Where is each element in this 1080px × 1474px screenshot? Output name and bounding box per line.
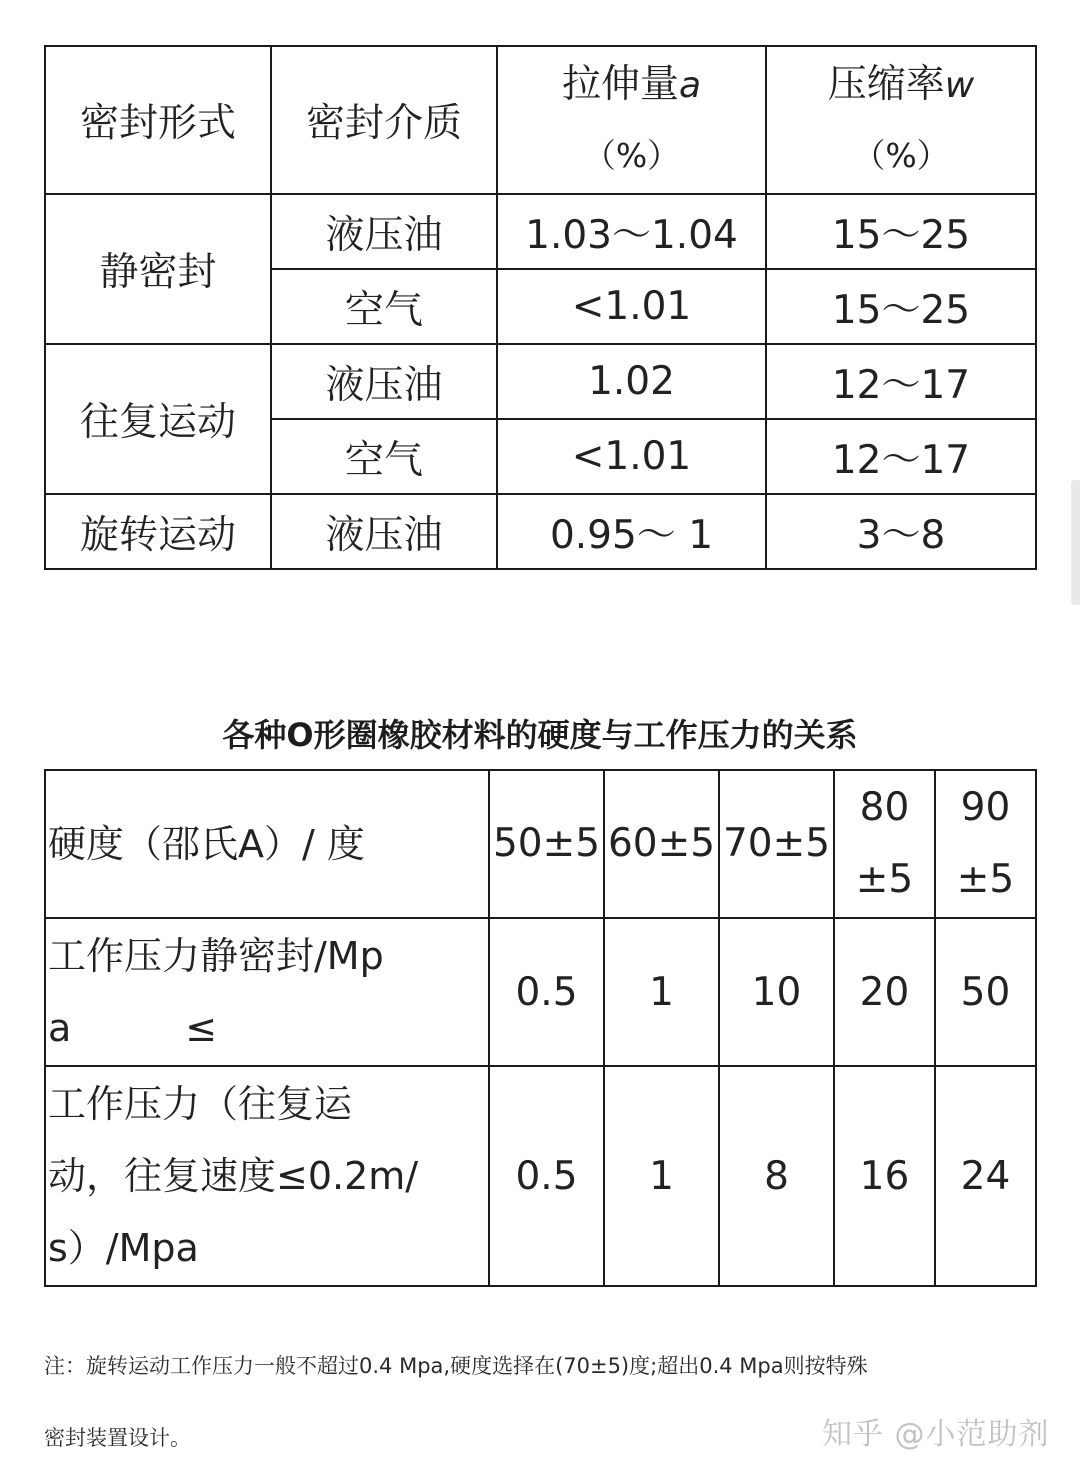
table-row-hardness bbox=[45, 770, 1036, 918]
static-pressure-cell: 20 bbox=[834, 918, 935, 1066]
reciprocating-pressure-cell: 8 bbox=[719, 1066, 834, 1286]
medium-cell: 空气 bbox=[271, 419, 497, 494]
table-row bbox=[45, 494, 1036, 569]
medium-cell: 液压油 bbox=[271, 194, 497, 269]
compression-cell: 12～17 bbox=[766, 419, 1036, 494]
medium-cell: 液压油 bbox=[271, 344, 497, 419]
footnote-line: 注：旋转运动工作压力一般不超过0.4 Mpa,硬度选择在(70±5)度;超出0.4 Mpa则按特殊 bbox=[44, 1354, 868, 1378]
stretch-cell: 1.02 bbox=[497, 344, 766, 419]
stretch-cell: 1.03～1.04 bbox=[497, 194, 766, 269]
table-row bbox=[45, 344, 1036, 419]
seal-stretch-compression-table bbox=[44, 45, 1037, 570]
seal-form-cell: 旋转运动 bbox=[45, 494, 271, 569]
seal-form-cell: 往复运动 bbox=[45, 344, 271, 494]
hardness-cell: 70±5 bbox=[719, 770, 834, 918]
table-row-static-pressure bbox=[45, 918, 1036, 1066]
static-pressure-label: 工作压力静密封/Mp a ≤ bbox=[45, 918, 489, 1066]
hardness-label: 硬度（邵氏A）/ 度 bbox=[45, 770, 489, 918]
medium-cell: 液压油 bbox=[271, 494, 497, 569]
stretch-cell: <1.01 bbox=[497, 269, 766, 344]
table-row-reciprocating-pressure bbox=[45, 1066, 1036, 1286]
hardness-cell: 60±5 bbox=[604, 770, 719, 918]
hardness-cell: 90 ±5 bbox=[935, 770, 1036, 918]
compression-cell: 15～25 bbox=[766, 194, 1036, 269]
table-header-row bbox=[45, 46, 1036, 194]
compression-cell: 12～17 bbox=[766, 344, 1036, 419]
reciprocating-pressure-cell: 0.5 bbox=[489, 1066, 604, 1286]
hardness-pressure-table bbox=[44, 769, 1037, 1287]
scroll-edge bbox=[1071, 480, 1080, 605]
medium-cell: 空气 bbox=[271, 269, 497, 344]
header-seal-medium: 密封介质 bbox=[271, 46, 497, 194]
static-pressure-cell: 1 bbox=[604, 918, 719, 1066]
static-pressure-cell: 50 bbox=[935, 918, 1036, 1066]
reciprocating-pressure-label: 工作压力（往复运 动，往复速度≤0.2m/ s）/Mpa bbox=[45, 1066, 489, 1286]
header-seal-form: 密封形式 bbox=[45, 46, 271, 194]
static-pressure-cell: 0.5 bbox=[489, 918, 604, 1066]
table-caption: 各种O形圈橡胶材料的硬度与工作压力的关系 bbox=[222, 716, 858, 754]
reciprocating-pressure-cell: 24 bbox=[935, 1066, 1036, 1286]
static-pressure-cell: 10 bbox=[719, 918, 834, 1066]
header-compression: 压缩率w （%） bbox=[766, 46, 1036, 194]
footnote-line: 密封装置设计。 bbox=[44, 1426, 191, 1450]
hardness-cell: 50±5 bbox=[489, 770, 604, 918]
hardness-cell: 80 ±5 bbox=[834, 770, 935, 918]
stretch-cell: 0.95～ 1 bbox=[497, 494, 766, 569]
stretch-cell: <1.01 bbox=[497, 419, 766, 494]
compression-cell: 3～8 bbox=[766, 494, 1036, 569]
compression-cell: 15～25 bbox=[766, 269, 1036, 344]
seal-form-cell: 静密封 bbox=[45, 194, 271, 344]
header-stretch: 拉伸量a （%） bbox=[497, 46, 766, 194]
table-row bbox=[45, 194, 1036, 269]
watermark: 知乎 @小范助剂 bbox=[822, 1417, 1050, 1452]
reciprocating-pressure-cell: 1 bbox=[604, 1066, 719, 1286]
reciprocating-pressure-cell: 16 bbox=[834, 1066, 935, 1286]
